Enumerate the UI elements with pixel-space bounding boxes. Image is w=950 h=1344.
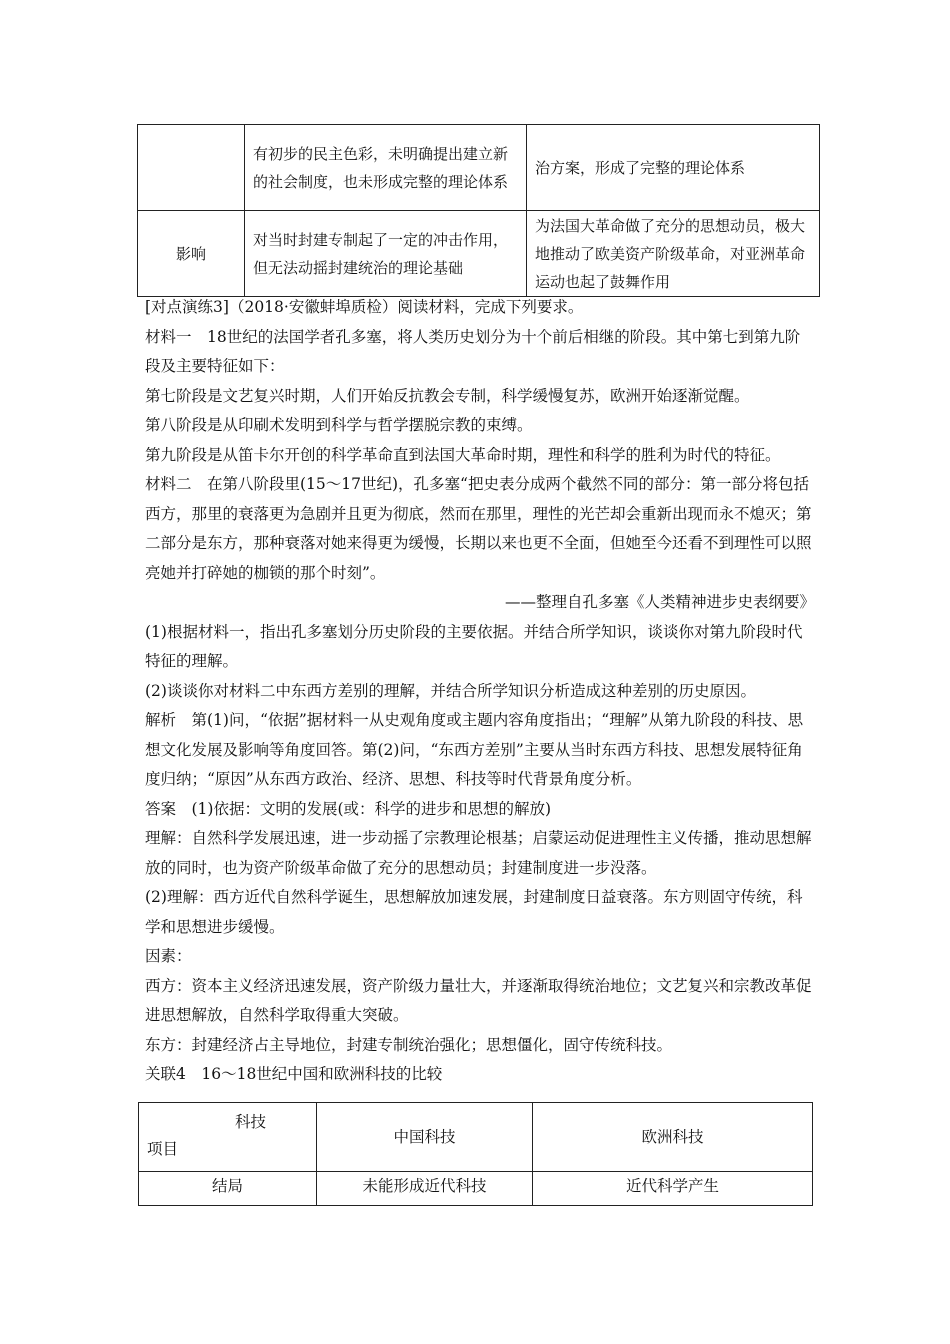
header-top-label: 科技 bbox=[234, 1113, 266, 1131]
row-label: 结局 bbox=[139, 1172, 317, 1206]
factors-east: 东方：封建经济占主导地位，封建专制统治强化；思想僵化，固守传统科技。 bbox=[145, 1035, 673, 1054]
exercise-heading: [对点演练3]（2018·安徽蚌埠质检）阅读材料，完成下列要求。 bbox=[145, 298, 584, 316]
answer-two: (2)理解：西方近代自然科学诞生，思想解放加速发展，封建制度日益衰落。东方则固守传统，科学和思想进步缓慢。 bbox=[145, 888, 803, 936]
diagonal-header-cell bbox=[139, 1103, 317, 1172]
table-row bbox=[138, 125, 820, 211]
table-cell: 未能形成近代科技 bbox=[317, 1172, 533, 1206]
answer-one: 答案 (1)依据：文明的发展(或：科学的进步和思想的解放) bbox=[145, 799, 552, 818]
answer-understanding: 理解：自然科学发展迅速，进一步动摇了宗教理论根基；启蒙运动促进理性主义传播，推动思想解放的同时，也为资产阶级革命做了充分的思想动员；封建制度进一步没落。 bbox=[145, 829, 812, 877]
body-text bbox=[145, 293, 815, 1090]
table-cell: 为法国大革命做了充分的思想动员，极大地推动了欧美资产阶级革命，对亚洲革命运动也起了鼓舞作用 bbox=[527, 211, 820, 297]
row-label bbox=[138, 125, 245, 211]
factors-heading: 因素： bbox=[145, 947, 192, 965]
table-cell: 治方案，形成了完整的理论体系 bbox=[527, 125, 820, 211]
question-one: (1)根据材料一，指出孔多塞划分历史阶段的主要依据。并结合所学知识，谈谈你对第九阶段时代特征的理解。 bbox=[145, 622, 803, 670]
table-cell: 近代科学产生 bbox=[533, 1172, 813, 1206]
material-one: 材料一 18世纪的法国学者孔多塞，将人类历史划分为十个前后相继的阶段。其中第七到第九阶段及主要特征如下： bbox=[145, 327, 801, 375]
table-row bbox=[138, 211, 820, 297]
column-header: 欧洲科技 bbox=[533, 1103, 813, 1172]
header-bottom-label: 项目 bbox=[147, 1140, 179, 1158]
table-cell: 对当时封建专制起了一定的冲击作用，但无法动摇封建统治的理论基础 bbox=[245, 211, 527, 297]
factors-west: 西方：资本主义经济迅速发展，资产阶级力量壮大，并逐渐取得统治地位；文艺复兴和宗教改革促进思想解放，自然科学取得重大突破。 bbox=[145, 976, 812, 1024]
analysis: 解析 第(1)问，“依据”据材料一从史观角度或主题内容角度指出；“理解”从第九阶段的科技、思想文化发展及影响等角度回答。第(2)问，“东西方差别”主要从当时东西方科技、思想发展特征角度归纳；“原因”从东西方政治、经济、思想、科技等时代背景角度分析。 bbox=[145, 711, 804, 788]
stage-eight: 第八阶段是从印刷术发明到科学与哲学摆脱宗教的束缚。 bbox=[145, 416, 533, 434]
table-header-row bbox=[139, 1103, 813, 1172]
material-two: 材料二 在第八阶段里(15～17世纪)，孔多塞“把史表分成两个截然不同的部分：第一部分将包括西方，那里的衰落更为急剧并且更为彻底，然而在那里，理性的光芒却会重新出现而永不熄灭；第二部分是东方，那种衰落对她来得更为缓慢，长期以来也更不全面，但她至今还看不到理性可以照亮她并打碎她的枷锁的那个时刻”。 bbox=[145, 475, 812, 582]
science-comparison-table bbox=[138, 1102, 813, 1206]
question-two: (2)谈谈你对材料二中东西方差别的理解，并结合所学知识分析造成这种差别的历史原因。 bbox=[145, 681, 756, 700]
source-citation: ——整理自孔多塞《人类精神进步史表纲要》 bbox=[504, 593, 815, 611]
section-heading: 关联4 16～18世纪中国和欧洲科技的比较 bbox=[145, 1065, 443, 1083]
stage-nine: 第九阶段是从笛卡尔开创的科学革命直到法国大革命时期，理性和科学的胜利为时代的特征。 bbox=[145, 445, 781, 464]
table-row bbox=[139, 1172, 813, 1206]
comparison-table-continued bbox=[137, 124, 820, 297]
stage-seven: 第七阶段是文艺复兴时期，人们开始反抗教会专制，科学缓慢复苏，欧洲开始逐渐觉醒。 bbox=[145, 386, 750, 405]
column-header: 中国科技 bbox=[317, 1103, 533, 1172]
row-label: 影响 bbox=[138, 211, 245, 297]
table-cell: 有初步的民主色彩，未明确提出建立新的社会制度，也未形成完整的理论体系 bbox=[245, 125, 527, 211]
